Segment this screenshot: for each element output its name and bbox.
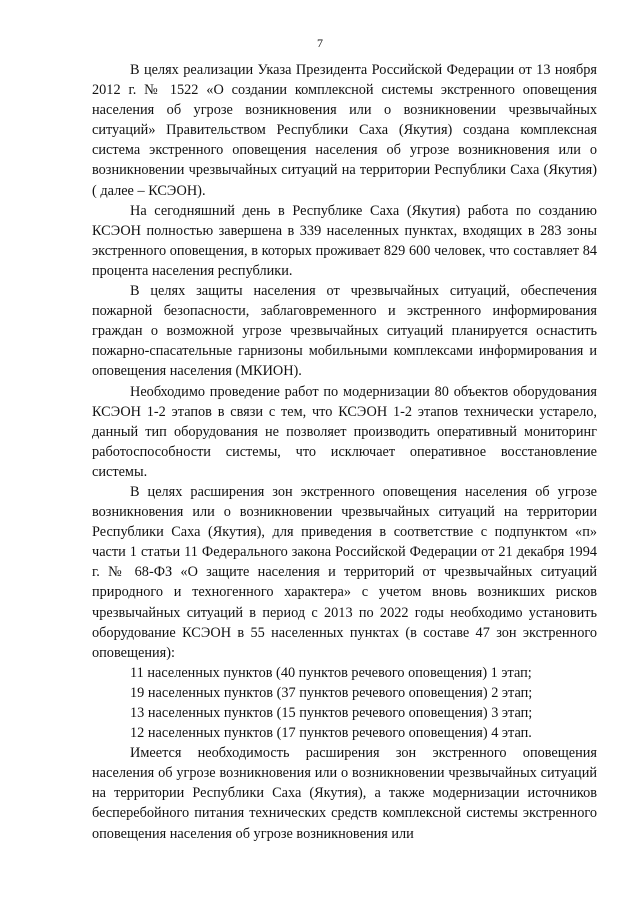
paragraph-closing: Имеется необходимость расширения зон экстренного оповещения населения об угрозе возникновения или о возникновении чрезвычайных ситуаций на территории Республики Саха (Якутия), а также модернизации источников бесперебойного питания технических средств комплексной системы экстренного оповещения населения об угрозе возникновения или — [92, 745, 597, 842]
paragraph-mkion-plan: В целях защиты населения от чрезвычайных ситуаций, обеспечения пожарной безопасности, заблаговременного и экстренного информирования граждан о возможной угрозе чрезвычайных ситуаций планируется оснастить пожарно-спасательные гарнизоны мобильными комплексами информирования и оповещения населения (МКИОН). — [92, 283, 597, 380]
paragraph-current-status: На сегодняшний день в Республике Саха (Якутия) работа по созданию КСЭОН полностью завершена в 339 населенных пунктах, входящих в 283 зоны экстренного оповещения, в которых проживает 829 600 человек, что составляет 84 процента населения республики. — [92, 202, 597, 279]
paragraph-modernization: Необходимо проведение работ по модернизации 80 объектов оборудования КСЭОН 1-2 этапов в связи с тем, что КСЭОН 1-2 этапов технически устарело, данный тип оборудования не позволяет производить оперативный мониторинг работоспособности системы, что исключает оперативное восстановление системы. — [92, 383, 597, 480]
stage-item-1: 11 населенных пунктов (40 пунктов речевого оповещения) 1 этап; — [130, 664, 532, 681]
stage-item-2: 19 населенных пунктов (37 пунктов речевого оповещения) 2 этап; — [130, 684, 533, 701]
paragraph-expansion: В целях расширения зон экстренного оповещения населения об угрозе возникновения или о возникновении чрезвычайных ситуаций на территории Республики Саха (Якутия), для приведения в соответствие с подпунктом «п» части 1 статьи 11 Федерального закона Российской Федерации от 21 декабря 1994 г. № 68-ФЗ «О защите населения и территорий от чрезвычайных ситуаций природного и техногенного характера» с учетом вновь возникших рисков чрезвычайных ситуаций в период с 2013 по 2022 годы необходимо установить оборудование КСЭОН в 55 населенных пунктах (в составе 47 зон экстренного оповещения): — [92, 483, 597, 661]
document-body — [92, 60, 597, 844]
paragraph-ksaeon-creation: В целях реализации Указа Президента Российской Федерации от 13 ноября 2012 г. № 1522 «О создании комплексной системы экстренного оповещения населения об угрозе возникновения или о возникновении чрезвычайных ситуаций» Правительством Республики Саха (Якутия) создана комплексная система экстренного оповещения населения об угрозе возникновения или о возникновении чрезвычайных ситуаций на территории Республики Саха (Якутия) ( далее – КСЭОН). — [92, 62, 597, 199]
stage-item-3: 13 населенных пунктов (15 пунктов речевого оповещения) 3 этап; — [130, 705, 533, 721]
stage-item-4: 12 населенных пунктов (17 пунктов речевого оповещения) 4 этап. — [130, 725, 532, 742]
page-number: 7 — [317, 36, 323, 50]
